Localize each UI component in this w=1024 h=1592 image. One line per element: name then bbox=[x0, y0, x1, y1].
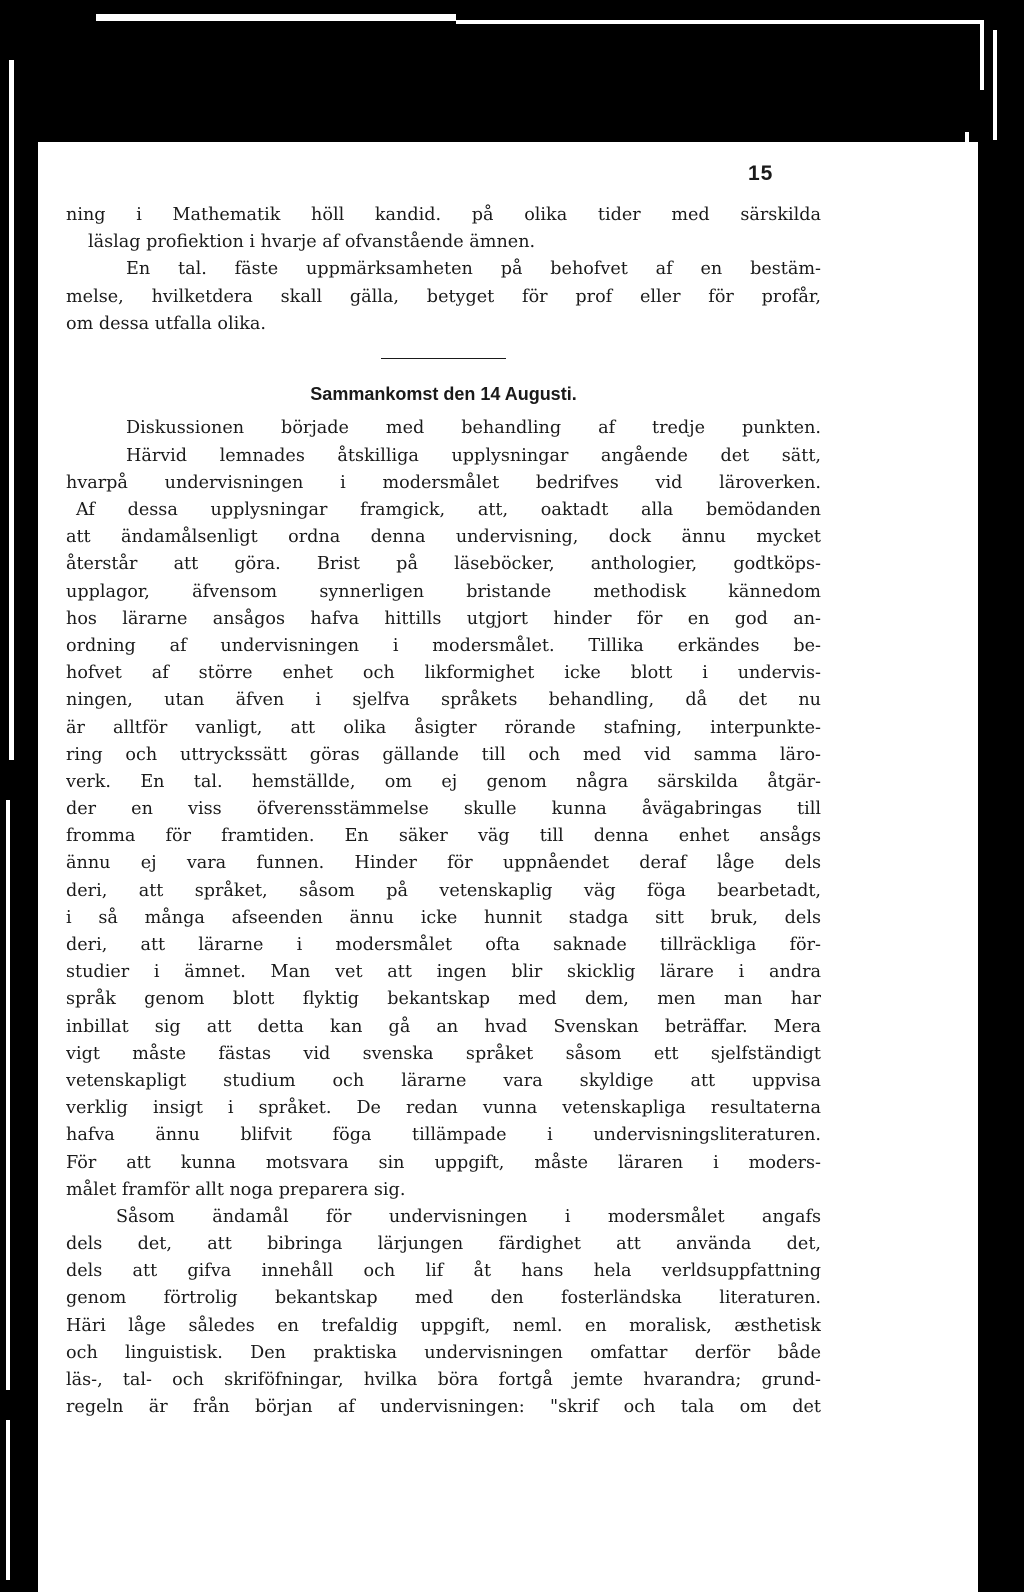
text-line: återstår att göra. Brist på läseböcker, anthologier, godtköps- bbox=[66, 554, 821, 575]
text-line: vetenskapligt studium och lärarne vara skyldige att uppvisa bbox=[66, 1070, 821, 1091]
text-line: För att kunna motsvara sin uppgift, måste läraren i moders- bbox=[66, 1152, 821, 1173]
page-number: 15 bbox=[748, 162, 774, 185]
text-line: deri, att språket, såsom på vetenskaplig väg föga bearbetadt, bbox=[66, 880, 821, 901]
text-line: verklig insigt i språket. De redan vunna vetenskapliga resultaterna bbox=[66, 1098, 821, 1119]
scan-border-top bbox=[456, 20, 981, 24]
text-line: hofvet af större enhet och likformighet icke blott i undervis- bbox=[66, 663, 821, 684]
text-line: Såsom ändamål för undervisningen i modersmålet angafs bbox=[116, 1206, 821, 1227]
document-page bbox=[38, 142, 978, 1592]
text-line: dels det, att bibringa lärjungen färdighet att använda det, bbox=[66, 1234, 821, 1255]
text-line: läs-, tal- och skriföfningar, hvilka böra fortgå jemte hvarandra; grund- bbox=[66, 1370, 821, 1390]
text-line: verk. En tal. hemställde, om ej genom några särskilda åtgär- bbox=[66, 771, 821, 792]
text-line: hos lärarne ansågos hafva hittills utgjort hinder för en god an- bbox=[66, 608, 821, 629]
text-line: målet framför allt noga preparera sig. bbox=[66, 1179, 406, 1200]
scan-border-left bbox=[6, 1420, 10, 1580]
text-line: och linguistisk. Den praktiska undervisningen omfattar derför både bbox=[66, 1342, 821, 1363]
scan-border-top-right bbox=[980, 20, 984, 90]
scan-border-left bbox=[6, 800, 10, 1390]
text-line: deri, att lärarne i modersmålet ofta saknade tillräckliga för- bbox=[66, 935, 821, 955]
scan-border-right bbox=[993, 30, 997, 140]
text-line: melse, hvilketdera skall gälla, betyget för prof eller för profår, bbox=[66, 286, 821, 307]
text-line: ning i Mathematik höll kandid. på olika tider med särskilda bbox=[66, 205, 821, 225]
text-line: Af dessa upplysningar framgick, att, oaktadt alla bemödanden bbox=[76, 500, 821, 520]
scan-border-top bbox=[96, 14, 456, 21]
text-line: Diskussionen började med behandling af tredje punkten. bbox=[126, 418, 821, 439]
text-line: En tal. fäste uppmärksamheten på behofvet af en bestäm- bbox=[126, 259, 821, 280]
text-line: att ändamålsenligt ordna denna undervisning, dock ännu mycket bbox=[66, 527, 821, 548]
text-line: ännu ej vara funnen. Hinder för uppnåendet deraf låge dels bbox=[66, 853, 821, 874]
text-line: hafva ännu blifvit föga tillämpade i undervisningsliteraturen. bbox=[66, 1125, 821, 1146]
text-line: inbillat sig att detta kan gå an hvad Svenskan beträffar. Mera bbox=[66, 1016, 821, 1037]
text-line: Häri låge således en trefaldig uppgift, neml. en moralisk, æsthetisk bbox=[66, 1315, 821, 1336]
text-line: upplagor, äfvensom synnerligen bristande methodisk kännedom bbox=[66, 581, 821, 602]
text-line: Härvid lemnades åtskilliga upplysningar angående det sätt, bbox=[126, 445, 821, 466]
text-line: vigt måste fästas vid svenska språket såsom ett sjelfständigt bbox=[66, 1043, 821, 1064]
text-line: ring och uttryckssätt göras gällande till och med vid samma läro- bbox=[66, 744, 821, 765]
intro-paragraph bbox=[66, 202, 821, 338]
page-text bbox=[66, 202, 821, 1421]
text-line: ordning af undervisningen i modersmålet. Tillika erkändes be- bbox=[66, 635, 821, 656]
text-line: genom förtrolig bekantskap med den fosterländska literaturen. bbox=[66, 1288, 821, 1309]
text-line: läslag profiektion i hvarje af ofvanstående ämnen. bbox=[88, 232, 536, 253]
text-line: regeln är från början af undervisningen: "skrif och tala om det bbox=[66, 1397, 821, 1418]
text-line: fromma för framtiden. En säker väg till denna enhet ansågs bbox=[66, 826, 821, 847]
text-line: der en viss öfverensstämmelse skulle kunna åvägabringas till bbox=[66, 799, 821, 820]
text-line: ningen, utan äfven i sjelfva språkets behandling, då det nu bbox=[66, 690, 821, 711]
text-line: är alltför vanligt, att olika åsigter rörande stafning, interpunkte- bbox=[66, 717, 821, 738]
scan-border-left bbox=[9, 60, 14, 760]
section-heading: Sammankomst den 14 Augusti. bbox=[310, 384, 577, 405]
body-paragraphs bbox=[66, 415, 821, 1421]
text-line: hvarpå undervisningen i modersmålet bedrifves vid läroverken. bbox=[66, 472, 821, 493]
text-line: i så många afseenden ännu icke hunnit stadga sitt bruk, dels bbox=[66, 907, 821, 928]
text-line: om dessa utfalla olika. bbox=[66, 313, 267, 334]
text-line: studier i ämnet. Man vet att ingen blir skicklig lärare i andra bbox=[66, 962, 821, 983]
text-line: språk genom blott flyktig bekantskap med dem, men man har bbox=[66, 989, 821, 1010]
text-line: dels att gifva innehåll och lif åt hans hela verldsuppfattning bbox=[66, 1261, 821, 1282]
section-divider bbox=[381, 358, 506, 360]
